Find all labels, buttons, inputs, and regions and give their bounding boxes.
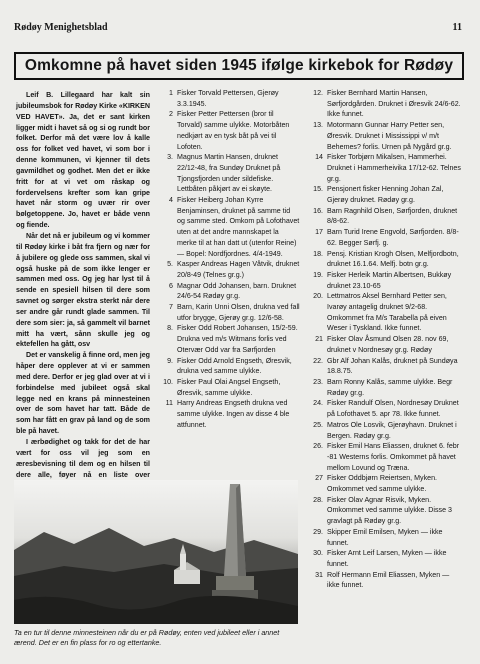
- victim-entry: [310, 495, 462, 527]
- entry-number: 13.: [313, 121, 323, 130]
- publication-name: Rødøy Menighetsblad: [14, 22, 108, 33]
- entry-number: 26.: [313, 442, 323, 451]
- entry-number: 1: [169, 89, 173, 97]
- victim-entry: [310, 527, 462, 548]
- entry-number: 23.: [313, 377, 323, 386]
- entry-number: 2: [169, 110, 173, 119]
- entry-text: Fisker Bernhard Martin Hansen, Sørfjordgården. Druknet i Øresvik 24/6-62. Ikke funnet.: [327, 89, 461, 119]
- intro-paragraph: Når det nå er jubileum og vi kommer til Rødøy kirke i båt fra fjern og nær for å jubilere og glede oss sammen, skal vi også huske på de som ikke lenger er sammen med oss. Og jeg har lyst til å sende en spesiell hilsen til dere som savnet og sørger ekstra sterkt når dere ser andre går rundt glade sammen. Til dere som sier: ja, så gammelt vil barnet mitt ha vært, sånn skulle jeg og ektefellen ha gått, osv: [16, 231, 150, 349]
- entry-number: 10.: [163, 377, 173, 386]
- victim-entry: [160, 152, 300, 195]
- entry-number: 12.: [313, 89, 323, 97]
- victim-entry: [310, 206, 462, 227]
- entry-number: 5.: [167, 260, 173, 269]
- photo-caption: Ta en tur til denne minnesteinen når du er på Rødøy, enten ved jubileet eller i annet ærend. Det er en fin plass for ro og ettertanke.: [14, 628, 280, 647]
- entry-text: Fisker Herleik Martin Albertsen, Bukkøy druknet 23.10-65: [327, 270, 452, 290]
- victim-entry: [160, 398, 300, 430]
- victim-entry: [160, 323, 300, 355]
- entry-number: 11: [165, 399, 173, 408]
- victim-entry: [310, 420, 462, 441]
- entry-text: Fisker Oddbjørn Reiertsen, Myken. Omkommet ved samme ulykke.: [327, 474, 437, 494]
- intro-text: [16, 90, 150, 524]
- entry-number: 24.: [313, 399, 323, 408]
- victim-entry: [310, 356, 462, 377]
- entry-text: Fisker Randulf Olsen, Nordnesøy Druknet på Lofothavet 5. apr 78. Ikke funnet.: [327, 399, 459, 419]
- entry-number: 15.: [313, 185, 323, 194]
- entry-text: Barn Ragnhild Olsen, Sørfjorden, druknet 8/8-62.: [327, 206, 458, 226]
- victim-entry: [310, 441, 462, 473]
- entry-number: 22.: [313, 356, 323, 365]
- victim-entry: [310, 548, 462, 569]
- entry-text: Barn, Karin Unni Olsen, drukna ved fall utfor brygge, Gjerøy gr.g. 12/6-58.: [177, 303, 300, 322]
- entry-text: Barn Turid Irene Engvold, Sørfjorden. 8/8-62. Begger Sørfj. g.: [327, 228, 459, 247]
- entry-number: 14: [315, 153, 323, 162]
- victim-entry: [310, 88, 462, 120]
- entry-text: Fisker Arnt Leif Larsen, Myken — ikke funnet.: [327, 549, 447, 568]
- entry-text: Barn Ronny Kalås, samme ulykke. Begr Rødøy gr.g.: [327, 377, 453, 397]
- victim-entry: [310, 291, 462, 334]
- entry-number: 6: [169, 281, 173, 290]
- article-headline: Omkomne på havet siden 1945 ifølge kirkebok for Rødøy: [14, 52, 464, 80]
- entry-text: Fisker Torbjørn Mikalsen, Hammerhei. Druknet i Hammerheivika 17/12-62. Telnes gr.g.: [327, 153, 461, 183]
- entry-text: Harry Andreas Engseth drukna ved samme ulykke. Ingen av disse 4 ble attfunnet.: [177, 399, 290, 429]
- victim-entry: [310, 270, 462, 291]
- memorial-stone-photo: [14, 480, 298, 624]
- victim-entry: [160, 109, 300, 152]
- entry-number: 18.: [313, 249, 323, 258]
- entry-text: Magnar Odd Johansen, barn. Druknet 24/6-54 Rødøy gr.g.: [177, 281, 297, 301]
- entry-number: 16.: [313, 206, 323, 215]
- entry-text: Fisker Odd Arnold Engseth, Øresvik, drukna ved samme ulykke.: [177, 356, 292, 376]
- victim-entry: [310, 334, 462, 355]
- entry-text: Motormann Gunnar Harry Petter sen, Øresvik. Druknet i Mississippi v/ m/t Behemes? forlis. Urnen på Nygård gr.g.: [327, 121, 452, 151]
- entry-text: Fisker Heiberg Johan Kyrre Benjaminsen, druknet på samme tid og samme sted. Omkom på Lofothavet uten at det andre mannskapet la merke til at han datt ut (utenfor Reine) — Bopel: Nordfjordnes. 4/4-1949.: [177, 196, 300, 258]
- victim-entry: [310, 473, 462, 494]
- entry-text: Kasper Andreas Hagen Våtvik, druknet 20/8-49 (Telnes gr.g.): [177, 260, 300, 279]
- victims-list-column-3: [310, 88, 462, 591]
- victim-entry: [310, 120, 462, 152]
- entry-text: Fisker Paul Olai Angsel Engseth, Øresvik, samme ulykke.: [177, 377, 281, 397]
- victim-entry: [310, 227, 462, 248]
- victim-entry: [160, 195, 300, 259]
- victim-entry: [310, 570, 462, 591]
- entry-number: 8.: [167, 324, 173, 333]
- entry-text: Magnus Martin Hansen, druknet 22/12-48, fra Sundøy Druknet på Tjongsfjorden under sildefiske. Lettbåten påkjørt av ei skøyte.: [177, 153, 281, 194]
- entry-text: Rolf Hermann Emil Eliassen, Myken — ikke funnet.: [327, 570, 450, 590]
- victim-entry: [310, 377, 462, 398]
- entry-number: 7: [169, 303, 173, 312]
- entry-number: 4: [169, 196, 173, 205]
- victims-list-column-2: [160, 88, 300, 431]
- entry-text: Gbr Alf Johan Kalås, druknet på Sundøya 18.8.75.: [327, 356, 458, 376]
- entry-text: Fisker Petter Pettersen (bror til Torvald) samme ulykke. Motorbåten nedkjørt av en tysk båt på vei til Lofoten.: [177, 110, 290, 151]
- victim-entry: [160, 88, 300, 109]
- victim-entry: [310, 249, 462, 270]
- entry-number: 20.: [313, 292, 323, 301]
- entry-number: 29.: [313, 527, 323, 536]
- entry-text: Fisker Olav Åsmund Olsen 28. nov 69, druknet v Nordnesøy gr.g. Rødøy: [327, 335, 449, 354]
- intro-paragraph: Det er vanskelig å finne ord, men jeg håper dere opplever at vi er sammen med dere. Derfor er jeg glad over at vi i forbindelse med jubileet også skal legge ned en krans på minnesteinen over de som havet har tatt. Både de som har fått en grav på land og de som ble på havet.: [16, 351, 150, 436]
- entry-text: Lettmatros Aksel Bernhard Petter sen, Ivarøy antagelig druknet 9/2-68. Omkommet fra M/s Tarabella på eiven Weser i Tyskland. Ikke funnet.: [327, 292, 447, 333]
- intro-paragraph: I ærbødighet og takk for det de har vært for oss vil jeg som en æresbevisning til dem og en hilsen til dere alle, føyer nå en liste over: [16, 438, 150, 479]
- entry-text: Fisker Torvald Pettersen, Gjerøy 3.3.1945.: [177, 89, 279, 108]
- page-header: [14, 22, 462, 36]
- intro-paragraph: Leif B. Lillegaard har kalt sin jubileumsbok for Rødøy Kirke «KIRKEN VED HAVET». Ja, det er sant kirken ligger midt i havet så og si og rundt bor folket. Derfor må det være lov å kalle oss for folket ved havet, vi som bor i denne kommunen, vi kjenner til dets gavmildhet og godhet. Men det er ikke fritt for at vi vet om råskap og fordervelsens krefter som kan gripe havet når storm og uvær rir over bølgetoppene. Jo, havet er både venn og fiende.: [16, 91, 151, 230]
- victim-entry: [160, 281, 300, 302]
- entry-number: 30.: [313, 549, 323, 558]
- victim-entry: [310, 398, 462, 419]
- entry-text: Matros Ole Losvik, Gjerøyhavn. Druknet i Bergen. Rødøy gr.g.: [327, 420, 457, 440]
- entry-number: 17: [315, 228, 323, 237]
- entry-number: 19.: [313, 270, 323, 279]
- entry-number: 9.: [167, 356, 173, 365]
- entry-number: 28.: [313, 495, 323, 504]
- entry-number: 3.: [167, 153, 173, 162]
- victim-entry: [160, 259, 300, 280]
- entry-number: 25.: [313, 420, 323, 429]
- victim-entry: [160, 302, 300, 323]
- entry-number: 27: [315, 474, 323, 483]
- victim-entry: [160, 356, 300, 377]
- victim-entry: [310, 152, 462, 184]
- entry-text: Pensj. Kristian Krogh Olsen, Melfjordbotn, druknet 16.1.64. Melfj. botn gr.g.: [327, 249, 459, 269]
- entry-text: Fisker Odd Robert Johansen, 15/2-59. Drukna ved m/s Witmans forlis ved Otervær Odd var fra Sørfjorden: [177, 324, 298, 354]
- victim-entry: [310, 184, 462, 205]
- victim-entry: [160, 377, 300, 398]
- entry-text: Pensjonert fisker Henning Johan Zal, Gjerøy druknet. Rødøy gr.g.: [327, 185, 444, 205]
- page-number: 11: [452, 22, 462, 33]
- entry-text: Skipper Emil Emilsen, Myken — ikke funnet.: [327, 527, 443, 547]
- entry-text: Fisker Emil Hans Eliassen, druknet 6. febr -81 Westerns forlis. Omkommet på havet mellom Lovund og Træna.: [327, 442, 460, 472]
- entry-text: Fisker Olav Agnar Risvik, Myken. Omkommet ved samme ulykke. Disse 3 gravlagt på Rødøy gr.g.: [327, 495, 452, 526]
- entry-number: 31: [315, 570, 323, 579]
- entry-number: 21: [315, 335, 323, 344]
- memorial-photo-drawing: [14, 480, 298, 624]
